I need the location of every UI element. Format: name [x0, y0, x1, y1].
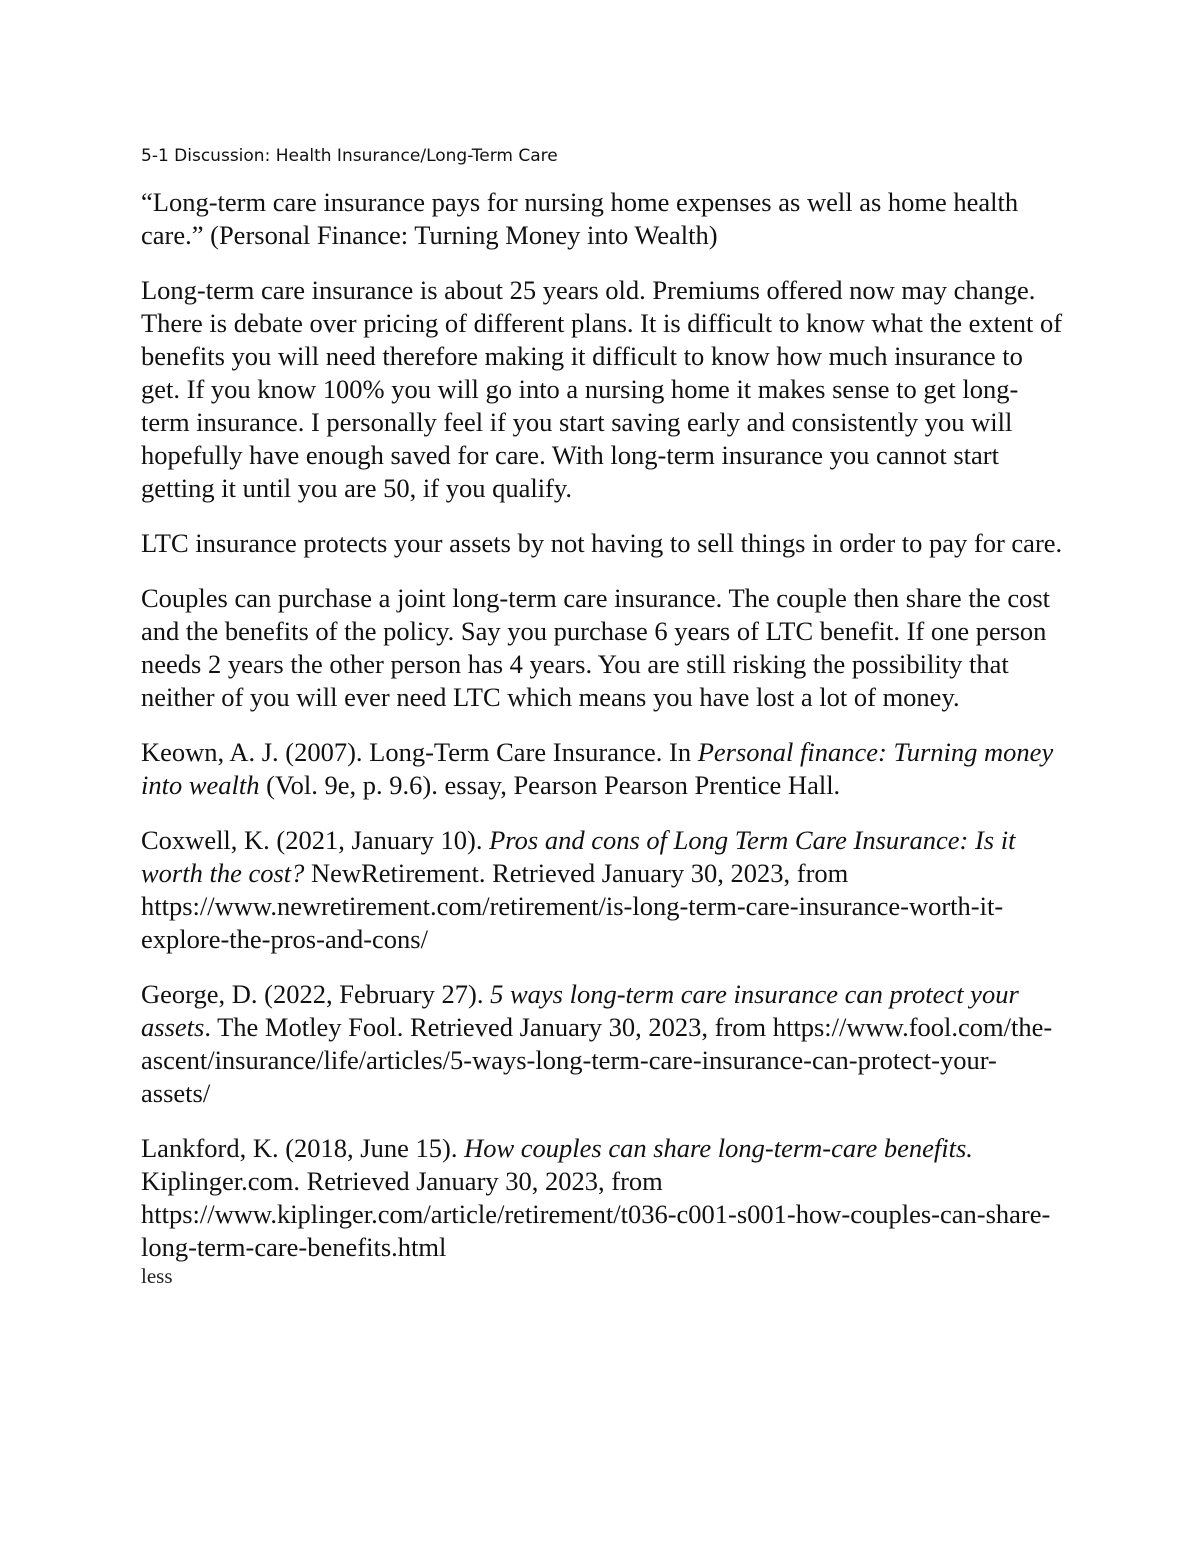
trailing-text: less	[141, 1264, 173, 1288]
reference-entry	[141, 1132, 1066, 1264]
reference-text: Keown, A. J. (2007). Long-Term Care Insurance. In	[141, 737, 698, 767]
document-heading: 5-1 Discussion: Health Insurance/Long-Term Care	[141, 146, 558, 166]
reference-text: Kiplinger.com. Retrieved January 30, 2023, from https://www.kiplinger.com/article/retirement/t036-c001-s001-how-couples-can-share-long-term-care-benefits.html	[141, 1166, 1051, 1262]
body-paragraph: LTC insurance protects your assets by not having to sell things in order to pay for care.	[141, 528, 1063, 558]
reference-text: NewRetirement. Retrieved January 30, 2023, from https://www.newretirement.com/retirement/is-long-term-care-insurance-worth-it-explore-the-pros-and-cons/	[141, 858, 1004, 954]
reference-text: Coxwell, K. (2021, January 10).	[141, 825, 490, 855]
body-paragraph: Couples can purchase a joint long-term care insurance. The couple then share the cost and the benefits of the policy. Say you purchase 6 years of LTC benefit. If one person needs 2 years the other person has 4 years. You are still risking the possibility that neither of you will ever need LTC which means you have lost a lot of money.	[141, 583, 1051, 712]
reference-text: George, D. (2022, February 27).	[141, 979, 491, 1009]
reference-text: Lankford, K. (2018, June 15).	[141, 1133, 465, 1163]
document-body	[141, 186, 1066, 1288]
reference-entry	[141, 824, 1066, 956]
body-paragraph: Long-term care insurance is about 25 years old. Premiums offered now may change. There is debate over pricing of different plans. It is difficult to know what the extent of benefits you will need therefore making it difficult to know how much insurance to get. If you know 100% you will go into a nursing home it makes sense to get long-term insurance. I personally feel if you start saving early and consistently you will hopefully have enough saved for care. With long-term insurance you cannot start getting it until you are 50, if you qualify.	[141, 275, 1063, 503]
reference-text: (Vol. 9e, p. 9.6). essay, Pearson Pearson Prentice Hall.	[259, 770, 841, 800]
reference-entry	[141, 736, 1066, 802]
reference-entry	[141, 978, 1066, 1110]
reference-title: Personal finance: Turning money into wealth	[141, 737, 1054, 800]
reference-title: Pros and cons of Long Term Care Insurance: Is it worth the cost?	[141, 825, 1016, 888]
reference-text: . The Motley Fool. Retrieved January 30, 2023, from https://www.fool.com/the-ascent/insurance/life/articles/5-ways-long-term-care-insurance-can-protect-your-assets/	[141, 1012, 1053, 1108]
reference-title: How couples can share long-term-care benefits.	[464, 1133, 973, 1163]
quote-paragraph: “Long-term care insurance pays for nursing home expenses as well as home health care.” (Personal Finance: Turning Money into Wealth)	[141, 187, 1019, 250]
reference-title: 5 ways long-term care insurance can protect your assets	[141, 979, 1019, 1042]
